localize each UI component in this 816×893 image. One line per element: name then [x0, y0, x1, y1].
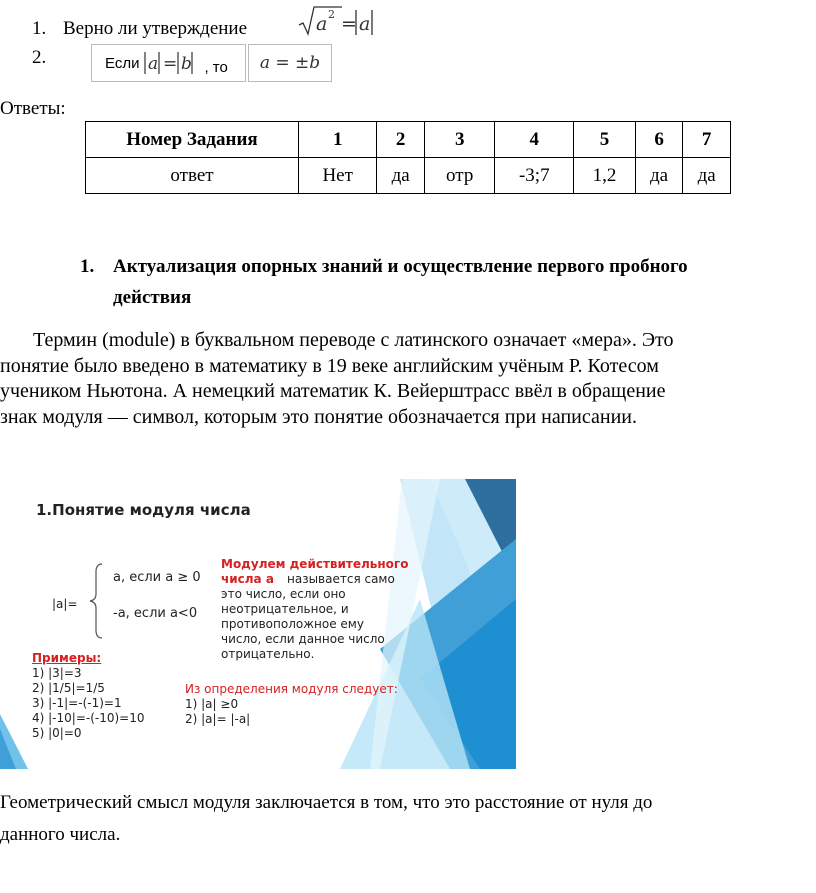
follows-title: Из определения модуля следует: [185, 682, 398, 696]
question-2-condition-box [91, 44, 246, 82]
answer-cell: Нет [299, 158, 377, 194]
if-word: Если [105, 54, 140, 72]
question-2-number: 2. [32, 47, 47, 68]
answer-cell: да [377, 158, 425, 194]
svg-text:=: = [341, 13, 357, 35]
paragraph-line: учеником Ньютона. А немецкий математик К. Вейерштрасс ввёл в обращение [0, 380, 666, 402]
header-cell: 3 [424, 122, 494, 158]
then-word: , то [204, 58, 228, 76]
examples-block [32, 651, 145, 741]
header-cell: 4 [495, 122, 574, 158]
geometric-meaning-text [0, 787, 816, 851]
bottom-line: данного числа. [0, 824, 121, 845]
question-2-result: a = ±b [259, 53, 321, 73]
svg-text:b: b [181, 54, 193, 74]
follows-item: 2) |a|= |-a| [185, 712, 251, 726]
definition-text [221, 572, 411, 662]
question-1-number: 1. [32, 18, 47, 39]
definition-line: называется само [287, 572, 395, 586]
slide-title: 1.Понятие модуля числа [36, 501, 251, 519]
definition-line: число, если данное число [221, 632, 385, 646]
definition-line: неотрицательное, и [221, 602, 349, 616]
answers-table [85, 121, 731, 194]
example-item: 1) |3|=3 [32, 666, 82, 680]
definition-highlight: Модулем действительного числа а [221, 557, 409, 586]
answer-cell: да [683, 158, 731, 194]
answers-value-row [86, 158, 731, 194]
answers-header-row [86, 122, 731, 158]
example-item: 3) |-1|=-(-1)=1 [32, 696, 122, 710]
answer-cell: 1,2 [574, 158, 636, 194]
paragraph-line: знак модуля — символ, которым это понятие обозначается при написании. [0, 405, 637, 428]
examples-title: Примеры: [32, 651, 102, 665]
answers-label: Ответы: [0, 98, 66, 119]
svg-text:2: 2 [328, 8, 335, 21]
header-cell: 7 [683, 122, 731, 158]
paragraph-line: Термин (module) в буквальном переводе с латинского означает «мера». Это [33, 329, 674, 351]
example-item: 5) |0|=0 [32, 726, 82, 740]
history-paragraph [0, 328, 816, 430]
section-number: 1. [80, 256, 95, 277]
bottom-line: Геометрический смысл модуля заключается в том, что это расстояние от нуля до [0, 792, 653, 813]
curly-brace [88, 562, 108, 640]
header-cell: 5 [574, 122, 636, 158]
section-title-line-2: действия [113, 287, 192, 308]
header-cell: Номер Задания [86, 122, 299, 158]
example-item: 2) |1/5|=1/5 [32, 681, 105, 695]
svg-text:a: a [359, 13, 371, 35]
svg-text:a: a [148, 54, 159, 74]
follows-block [185, 682, 398, 727]
example-item: 4) |-10|=-(-10)=10 [32, 711, 145, 725]
answer-cell: -3;7 [495, 158, 574, 194]
abs-equality-formula [142, 49, 204, 77]
abs-label: |a|= [52, 597, 78, 611]
question-1 [32, 18, 247, 40]
svg-text:a: a [316, 13, 328, 35]
answer-cell: ответ [86, 158, 299, 194]
definition-line: это число, если оно [221, 587, 346, 601]
answer-cell: да [635, 158, 683, 194]
sqrt-formula [297, 3, 377, 37]
case-nonnegative: a, если a ≥ 0 [113, 570, 201, 585]
paragraph-line: понятие было введено в математику в 19 веке английским учёным Р. Котесом [0, 354, 659, 377]
section-title [113, 251, 816, 313]
question-2-result-box [248, 44, 332, 82]
header-cell: 6 [635, 122, 683, 158]
definition-line: противоположное ему [221, 617, 364, 631]
answer-cell: отр [424, 158, 494, 194]
header-cell: 1 [299, 122, 377, 158]
follows-item: 1) |a| ≥0 [185, 697, 239, 711]
case-negative: -a, если a<0 [113, 606, 198, 621]
section-title-line-1: Актуализация опорных знаний и осуществление первого пробного [113, 256, 688, 277]
header-cell: 2 [377, 122, 425, 158]
module-slide [0, 479, 516, 769]
definition-line: отрицательно. [221, 647, 315, 661]
svg-text:=: = [163, 54, 178, 74]
question-1-text: Верно ли утверждение [63, 18, 248, 39]
